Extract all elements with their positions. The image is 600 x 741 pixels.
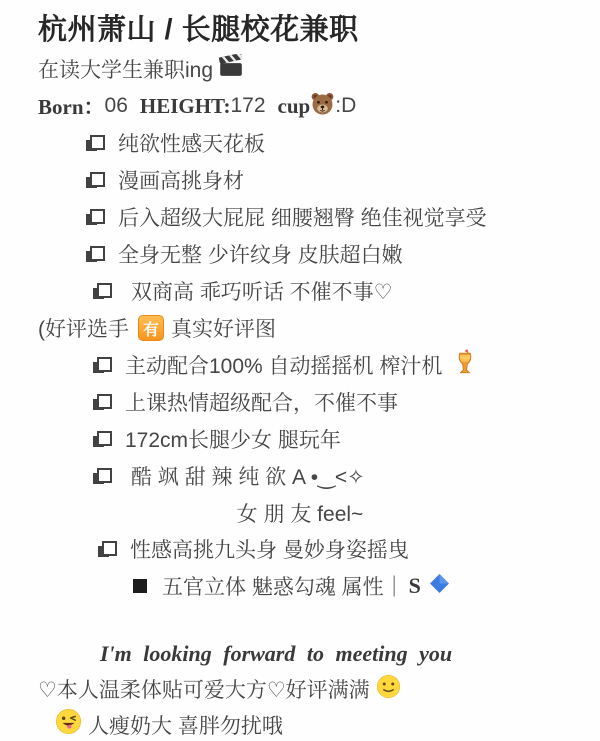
checkbox-bullet-icon (88, 172, 105, 189)
warm-text: ♡本人温柔体贴可爱大方♡好评满满 (38, 679, 370, 703)
born-value: 06 (104, 94, 128, 118)
review-prefix: (好评选手 (38, 318, 129, 342)
checkbox-bullet-icon (95, 468, 112, 485)
height-label: HEIGHT: (139, 93, 231, 118)
feature-row (0, 421, 600, 458)
checkbox-bullet-icon (95, 394, 112, 411)
blank-spacer (0, 605, 600, 638)
feature-row (0, 384, 600, 421)
checkbox-bullet-icon (95, 283, 112, 300)
review-suffix: 真实好评图 (171, 318, 276, 342)
feature-text: 漫画高挑身材 (118, 170, 244, 194)
page-title: 杭州萧山 / 长腿校花兼职 (38, 14, 359, 46)
checkbox-bullet-icon (100, 541, 117, 558)
feature-text: 酷 飒 甜 辣 纯 欲 A •‿˂✧ (131, 466, 365, 490)
have-badge-icon: 有 (138, 315, 164, 341)
review-row (0, 310, 600, 347)
black-square-bullet-icon (133, 579, 147, 593)
checkbox-bullet-icon (88, 209, 105, 226)
feature-text: 全身无整 少许纹身 皮肤超白嫩 (118, 244, 403, 268)
feature-row (0, 236, 600, 273)
blue-diamond-icon (429, 573, 450, 600)
feature-row (0, 125, 600, 162)
subtitle-row (0, 51, 600, 88)
cup-suffix: :D (335, 94, 357, 118)
figure-text: 性感高挑九头身 曼妙身姿摇曳 (130, 539, 409, 563)
girlfriend-row (0, 495, 600, 531)
feature-row (0, 273, 600, 310)
last-text: 人瘦奶大 喜胖勿扰哦 (88, 714, 283, 738)
born-label: Born： (38, 95, 105, 120)
clapper-icon (219, 54, 243, 84)
tropical-drink-icon (452, 349, 478, 381)
feature-row (0, 162, 600, 199)
checkbox-bullet-icon (88, 135, 105, 152)
grade-letter: S (408, 573, 421, 599)
checkbox-bullet-icon (95, 357, 112, 374)
bear-icon (310, 91, 335, 122)
english-text: I'm looking forward to meeting you (100, 641, 453, 667)
feature-text: 上课热情超级配合，不催不事 (125, 392, 398, 416)
attribute-row (0, 568, 600, 605)
attribute-text: 五官立体 魅惑勾魂 属性｜ (162, 576, 405, 600)
girlfriend-text: 女 朋 友 feel~ (236, 502, 364, 526)
feature-row (0, 531, 600, 568)
english-row (0, 638, 600, 671)
feature-text: 纯欲性感天花板 (118, 133, 265, 157)
feature-text: 主动配合100% 自动摇摇机 榨汁机 (125, 355, 443, 379)
slightly-smiling-icon (376, 674, 401, 705)
stats-row (0, 88, 600, 125)
cup-label: cup (277, 93, 311, 118)
feature-row (0, 199, 600, 236)
feature-text: 双商高 乖巧听话 不催不事♡ (131, 281, 393, 305)
checkbox-bullet-icon (88, 246, 105, 263)
height-value: 172 (230, 94, 266, 118)
feature-text: 172cm长腿少女 腿玩年 (125, 429, 341, 453)
winking-tongue-icon (55, 708, 82, 741)
checkbox-bullet-icon (95, 431, 112, 448)
subtitle-text: 在读大学生兼职ing (38, 59, 214, 83)
feature-row (0, 458, 600, 495)
last-row (0, 708, 600, 741)
feature-text: 后入超级大屁屁 细腰翘臀 绝佳视觉享受 (118, 207, 487, 231)
feature-row (0, 347, 600, 384)
warm-row (0, 671, 600, 708)
